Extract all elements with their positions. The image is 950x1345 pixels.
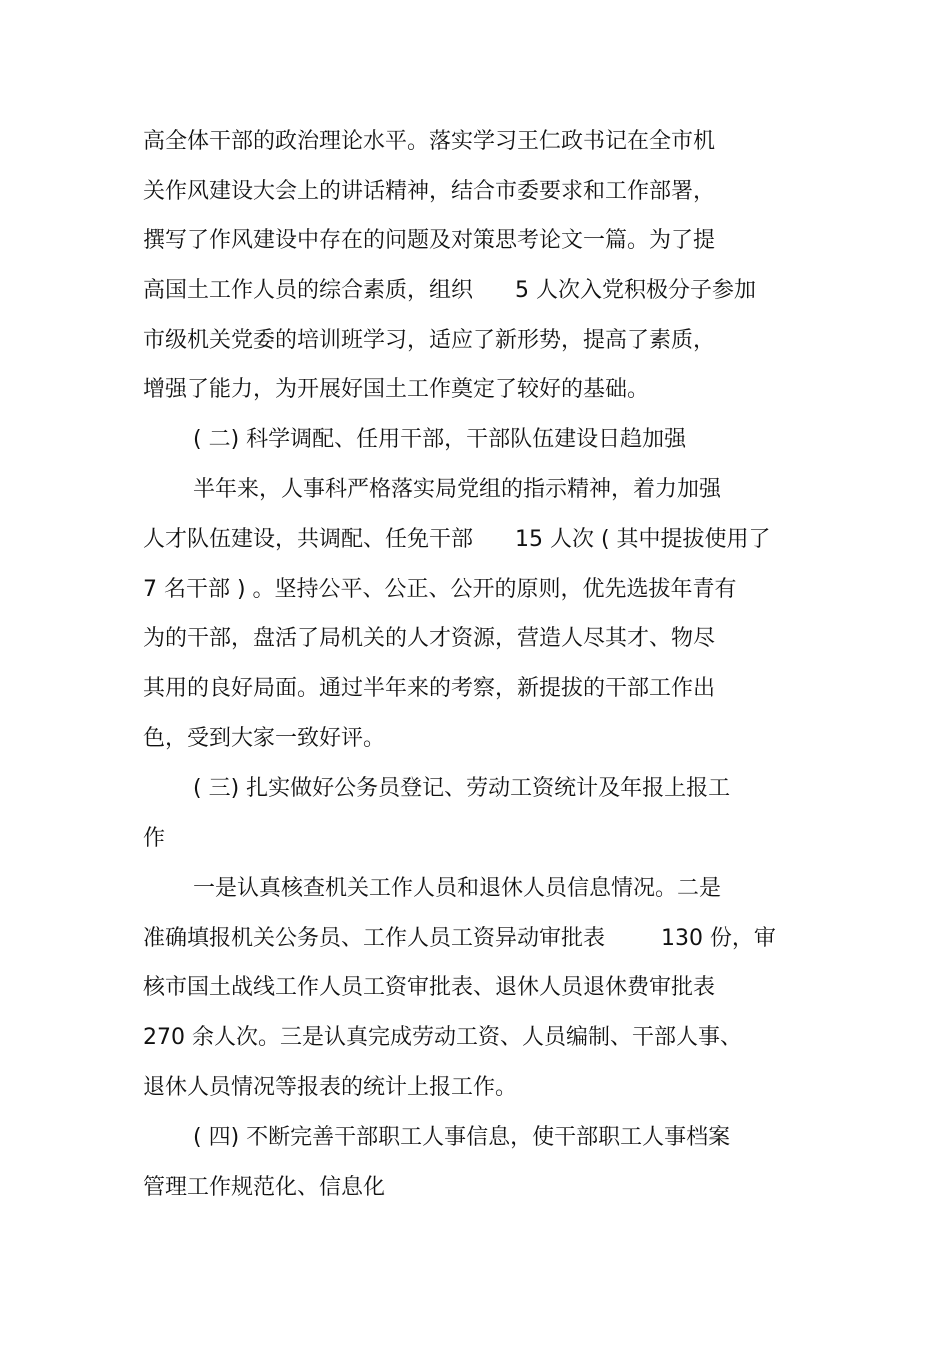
text-line-19: 270 余人次。三是认真完成劳动工资、人员编制、干部人事、: [143, 1025, 742, 1050]
text-line-3: 撰写了作风建设中存在的问题及对策思考论文一篇。为了提: [143, 228, 716, 253]
text-line-12: 其用的良好局面。通过半年来的考察，新提拔的干部工作出: [143, 676, 716, 701]
text-line-16: 一是认真核查机关工作人员和退休人员信息情况。二是: [193, 876, 722, 901]
section-heading-2: ( 二) 科学调配、任用干部，干部队伍建设日趋加强: [193, 427, 687, 452]
text-line-4: 高国土工作人员的综合素质，组织 5 人次入党积极分子参加: [143, 278, 756, 303]
text-line-8: 半年来，人事科严格落实局党组的指示精神，着力加强: [193, 477, 722, 502]
text-line-6: 增强了能力，为开展好国土工作奠定了较好的基础。: [143, 377, 650, 402]
text-line-20: 退休人员情况等报表的统计上报工作。: [143, 1075, 518, 1100]
section-heading-4: ( 四) 不断完善干部职工人事信息，使干部职工人事档案: [193, 1125, 731, 1150]
text-line-18: 核市国土战线工作人员工资审批表、退休人员退休费审批表: [143, 975, 716, 1000]
text-line-5: 市级机关党委的培训班学习，适应了新形势，提高了素质，: [143, 328, 716, 353]
text-line-22: 管理工作规范化、信息化: [143, 1175, 386, 1200]
text-line-1: 高全体干部的政治理论水平。落实学习王仁政书记在全市机: [143, 129, 716, 154]
text-line-13: 色，受到大家一致好评。: [143, 726, 386, 751]
text-line-11: 为的干部，盘活了局机关的人才资源，营造人尽其才、物尽: [143, 626, 716, 651]
text-line-9: 人才队伍建设，共调配、任免干部 15 人次 ( 其中提拔使用了: [143, 527, 771, 552]
text-line-17: 准确填报机关公务员、工作人员工资异动审批表 130 份，审: [143, 926, 776, 951]
text-line-2: 关作风建设大会上的讲话精神，结合市委要求和工作部署，: [143, 179, 716, 204]
text-line-10: 7 名干部 ) 。坚持公平、公正、公开的原则，优先选拔年青有: [143, 577, 737, 602]
section-heading-3: ( 三) 扎实做好公务员登记、劳动工资统计及年报上报工: [193, 776, 731, 801]
text-line-15: 作: [143, 826, 166, 851]
